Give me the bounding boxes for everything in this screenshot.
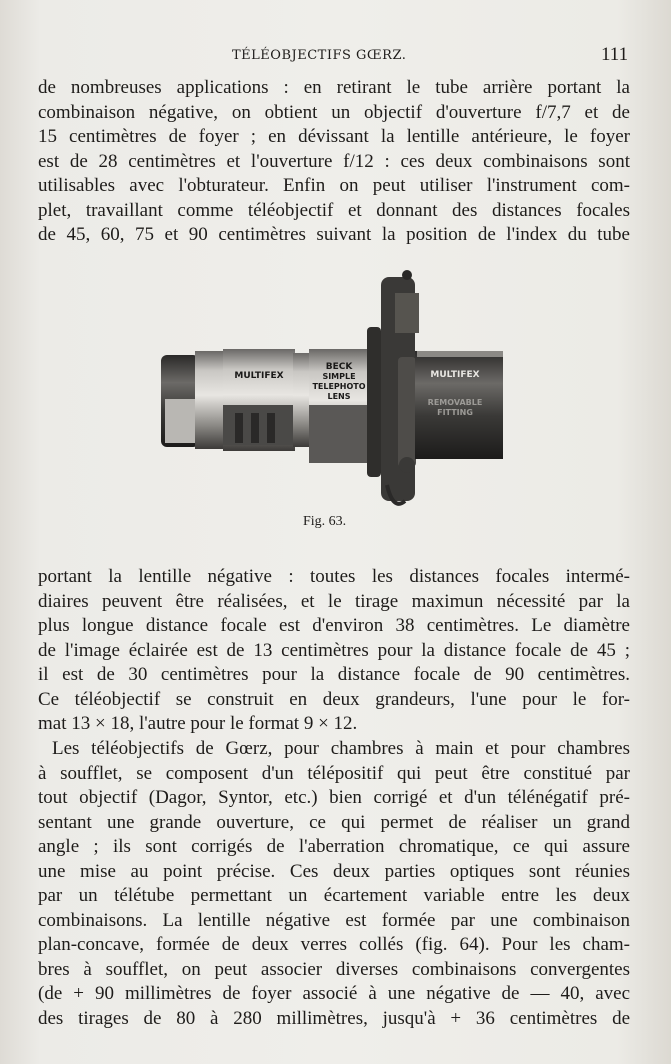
figure-caption: Fig. 63.	[303, 514, 347, 529]
text-line: combinaisons. La lentille négative est formée par une combinaison	[38, 909, 630, 931]
label-lens: LENS	[327, 392, 351, 401]
running-header	[0, 44, 671, 68]
text-line: plan-concave, formée de deux verres collés (fig. 64). Pour les cham-	[38, 934, 630, 955]
text-line: angle ; ils sont corrigés de l'aberration chromatique, ce qui assure	[38, 836, 630, 857]
text-line: plus longue distance focale est d'environ 38 centimètres. Le diamètre	[38, 615, 630, 636]
text-line: par un télétube permettant un écartement variable entre les deux	[38, 885, 630, 906]
label-removable: REMOVABLE	[427, 398, 483, 407]
paragraph	[38, 565, 630, 737]
label-beck: BECK	[325, 362, 353, 372]
label-simple: SIMPLE	[322, 372, 356, 381]
label-multifex-right: MULTIFEX	[430, 370, 480, 380]
text-line: il est de 30 centimètres pour la distance focale de 90 centimètres.	[38, 664, 630, 685]
label-fitting: FITTING	[437, 408, 473, 417]
label-telephoto: TELEPHOTO	[312, 382, 366, 391]
text-line: combinaison négative, on obtient un objectif d'ouverture f/7,7 et de	[38, 101, 630, 123]
text-line: tout objectif (Dagor, Syntor, etc.) bien corrigé et d'un télénégatif pré-	[38, 787, 630, 808]
text-line: à soufflet, se composent d'un télépositif qui peut être constitué par	[38, 762, 630, 784]
text-line: est de 28 centimètres et l'ouverture f/12 : ces deux combinaisons sont	[38, 150, 630, 172]
text-line: Ce téléobjectif se construit en deux grandeurs, l'une pour le for-	[38, 688, 630, 710]
figure-telephoto-lens	[155, 265, 510, 515]
text-line: Les téléobjectifs de Gœrz, pour chambres à main et pour chambres	[52, 738, 630, 759]
paragraph	[38, 737, 630, 1031]
text-line: diaires peuvent être réalisées, et le tirage maximun nécessité par la	[38, 590, 630, 612]
text-line: des tirages de 80 à 280 millimètres, jusqu'à + 36 centimètres de	[38, 1007, 630, 1029]
page-number: 111	[601, 44, 629, 65]
text-line: de 45, 60, 75 et 90 centimètres suivant la position de l'index du tube	[38, 224, 630, 245]
text-line: sentant une grande ouverture, ce qui permet de réaliser un grand	[38, 811, 630, 833]
text-line: mat 13 × 18, l'autre pour le format 9 × 12.	[38, 713, 358, 734]
text-line: de nombreuses applications : en retirant le tube arrière portant la	[38, 77, 630, 98]
text-line: bres à soufflet, on peut associer diverses combinaisons convergentes	[38, 958, 630, 980]
text-line: 15 centimètres de foyer ; en dévissant la lentille antérieure, le foyer	[38, 126, 630, 147]
text-line: utilisables avec l'obturateur. Enfin on peut utiliser l'instrument com-	[38, 175, 630, 196]
text-line: une mise au point précise. Ces deux parties optiques sont réunies	[38, 860, 630, 882]
text-line: (de + 90 millimètres de foyer associé à une négative de — 40, avec	[38, 983, 630, 1004]
paragraph-continued	[38, 76, 630, 248]
text-line: portant la lentille négative : toutes les distances focales intermé-	[38, 566, 630, 587]
text-line: de l'image éclairée est de 13 centimètres pour la distance focale de 45 ;	[38, 639, 630, 661]
label-multifex-left: MULTIFEX	[234, 371, 284, 381]
text-line: plet, travaillant comme téléobjectif et donnant des distances focales	[38, 199, 630, 221]
telephoto-lens-illustration	[155, 265, 510, 515]
running-title: TÉLÉOBJECTIFS GŒRZ.	[232, 48, 407, 63]
